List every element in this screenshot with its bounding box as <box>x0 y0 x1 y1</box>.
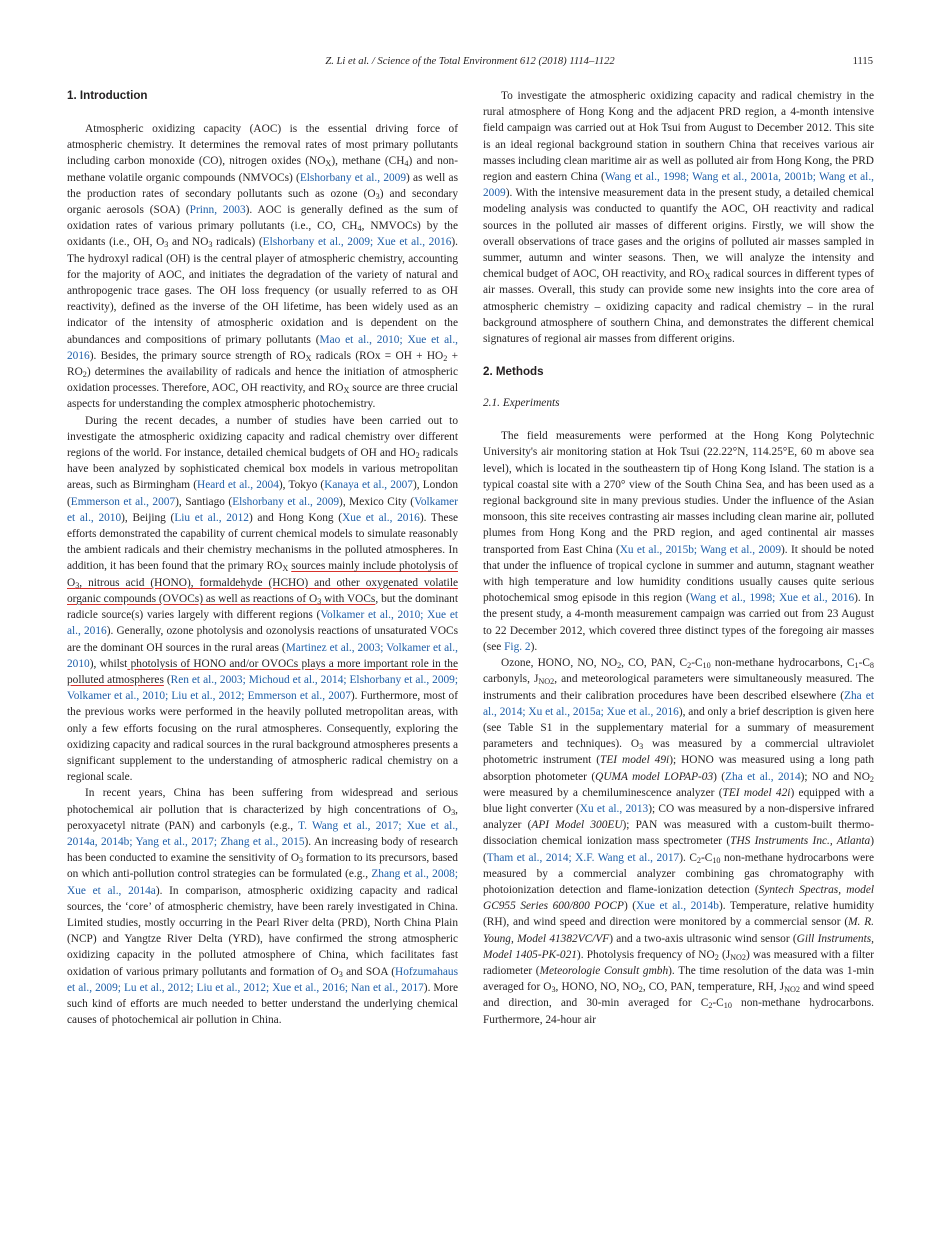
text: Atmospheric oxidizing capacity (AOC) is the essential driving force of atmospheric chemistry. It determines the removal rates of most primary pollutants including carbon monoxide (CO), nitrogen oxides (NO <box>67 123 458 168</box>
text: radical sources in different types of air masses. Overall, this study can provide some new insights into the core area of atmospheric chemistry – oxidizing capacity and radical chemistry – in the rural background atmosphere of southern China, and demonstrates the different chemical signatures of regional air masses from different origins. <box>483 268 874 346</box>
text: radicals) ( <box>212 236 263 249</box>
subscript: 3 <box>338 969 343 979</box>
text: non-methane hydrocarbons. Furthermore, 24-hour air <box>483 997 875 1026</box>
subscript: X <box>343 386 350 396</box>
left-column <box>67 88 458 1028</box>
subscript: 3 <box>299 856 304 866</box>
subscript: 2 <box>687 661 692 671</box>
text: radicals have been analyzed by sophisticated chemical box models in various metropolitan areas, such as Birmingham ( <box>67 447 459 492</box>
text: (J <box>718 948 731 961</box>
page-number: 1115 <box>852 56 873 67</box>
subscript: 2 <box>696 855 701 865</box>
subscript: 2 <box>82 370 87 380</box>
subscript: 3 <box>551 985 556 995</box>
citation-link[interactable]: Xue et al., 2014b <box>636 900 719 913</box>
subscript: NO2 <box>538 677 555 687</box>
citation-link[interactable]: Mao et al., 2010; Xue et al., 2016 <box>67 333 458 362</box>
text: source are three crucial aspects for understanding the complex atmospheric photochemistry. <box>67 382 458 411</box>
figure-link[interactable]: Fig. 2 <box>504 640 531 653</box>
text: and wind speed and direction, and 30-min averaged for C <box>483 981 874 1010</box>
text: ) equipped with a blue light converter ( <box>483 786 874 815</box>
subscript: 3 <box>639 742 644 752</box>
text: ) ( <box>623 900 637 913</box>
subscript: 2 <box>415 451 420 461</box>
subscript: NO2 <box>784 985 800 995</box>
text: ), Tokyo ( <box>278 479 325 492</box>
text: ), whilst <box>89 657 128 670</box>
text: , nitrous acid (HONO), formaldehyde (HCHO) and other oxygenated volatile organic compounds (OVOCs) as well as reactions of O <box>67 576 458 605</box>
text: ) determines the availability of radicals and hence the initiation of atmospheric oxidation processes. Therefore, AOC, OH reactivity, and RO <box>67 366 458 395</box>
subscript: 3 <box>317 596 322 606</box>
text: ). More such kind of efforts are much needed to better understand the underlying chemical causes of photochemical air pollution in China. <box>67 981 459 1027</box>
instrument-name: Meteorologie Consult gmbh <box>539 964 669 977</box>
text: ) as well as the production rates of secondary pollutants such as ozone (O <box>67 171 458 200</box>
subscript: 2 <box>869 774 874 784</box>
text: ); PAN was measured with a custom-built thermo-dissociation chemical ionization mass spectrometer ( <box>483 819 874 848</box>
citation-link[interactable]: Volkamer et al., 2010 <box>67 495 458 524</box>
text: ). AOC is generally defined as the sum of oxidation rates of various primary pollutants (i.e., CO, CH <box>67 204 459 233</box>
subsection-title-experiments: 2.1. Experiments <box>483 397 560 410</box>
subscript: 3 <box>164 240 169 250</box>
text: ). C <box>679 851 697 864</box>
intro-paragraph-1 <box>67 121 458 413</box>
text: ). With the intensive measurement data in the present study, a detailed chemical modeling analysis was conducted to quantify the AOC, OH reactivity and radical sources in the polluted air masses of different origins. Firstly, we will show the overall observations of trace gases and the origins of polluted air masses sampled in summer, autumn and winter seasons. Then, we will analyze the intensity and chemical budget of AOC, OH reactivity, and RO <box>483 187 874 281</box>
text: ). Temperature, relative humidity (RH), and wind speed and direction were monitored by a commercial sensor ( <box>483 900 874 929</box>
text: ); HONO was measured using a long path absorption photometer ( <box>483 754 874 783</box>
citation-link[interactable]: Emmerson et al., 2007 <box>70 495 176 508</box>
subscript: X <box>305 353 312 363</box>
citation-link[interactable]: Zha et al., 2014 <box>725 770 801 783</box>
text: ). An increasing body of research has been conducted to examine the sensitivity of O <box>67 835 458 865</box>
text: non-methane hydrocarbons, C <box>710 657 855 670</box>
citation-link[interactable]: Zhang et al., 2008; Xue et al., 2014a <box>67 868 458 897</box>
citation-link[interactable]: Xu et al., 2015b; Wang et al., 2009 <box>619 543 782 556</box>
subscript: 10 <box>702 661 711 671</box>
citation-link[interactable]: Wang et al., 1998; Wang et al., 2001a, 2001b; Wang et al., 2009 <box>483 171 875 200</box>
subscript: 4 <box>404 159 409 169</box>
subscript: 10 <box>712 855 721 865</box>
text: In recent years, China has been suffering from widespread and serious photochemical air pollution that is characterized by high concentrations of O <box>67 787 458 816</box>
citation-link[interactable]: Elshorbany et al., 2009; Xue et al., 2016 <box>262 236 452 249</box>
text: ). In the present study, a 4-month measurement campaign was carried out from 23 August to 22 December 2012, which covered three distinct types of the foregoing air masses (see <box>483 592 875 653</box>
instrument-name: Syntech Spectras, model GC955 Series 600/800 POCP <box>483 883 874 913</box>
instrument-name: M. R. Young, Model 41382VC/VF <box>483 916 874 945</box>
text: was measured by a commercial ultraviolet photometric instrument ( <box>483 738 874 767</box>
text: and SOA ( <box>342 965 395 978</box>
instrument-name: TEI model 42i <box>722 786 791 799</box>
text: The field measurements were performed at the Hong Kong Polytechnic University's air monitoring station at Hok Tsui (22.22°N, 114.25°E, 60 m above sea level), which is located in the southeastern tip of Hong Kong Island. The station is a typical coastal site with a 270° view of the South China Sea, and has been used as a regional background site in many previous studies. Under the influence of the Asian monsoon, this site receives contrasting air masses including clean marine air, polluted plumes from Hong Kong and the PRD region, and aged continental air masses transported from East China ( <box>483 430 874 556</box>
section-title-methods: 2. Methods <box>483 365 544 379</box>
methods-paragraph-1 <box>483 428 874 655</box>
instrument-name: THS Instruments Inc., Atlanta <box>730 835 871 848</box>
subscript: 1 <box>854 661 859 671</box>
citation-link[interactable]: Elshorbany et al., 2009 <box>232 495 340 508</box>
text: ) and Hong Kong ( <box>248 511 343 524</box>
text: , CO, PAN, temperature, RH, J <box>642 981 785 994</box>
citation-link[interactable]: Heard et al., 2004 <box>197 479 279 492</box>
text: During the recent decades, a number of studies have been carried out to investigate the atmospheric oxidizing capacity and radical chemistry over different regions of the world. For instance, detailed chemical budgets of OH and HO <box>67 414 458 460</box>
text: non-methane hydrocarbons were measured by a commercial analyzer combining gas chromatography with photoionization detection and flame-ionization detection ( <box>483 851 875 896</box>
text: ). The hydroxyl radical (OH) is the central player of atmospheric chemistry, accounting for the majority of AOC, and initiates the degradation of the variety of natural and anthropogenic trace gases. The OH loss frequency (or usually referred to as OH reactivity), defined as the inverse of the OH lifetime, has been widely used as an indicator of the intensity of atmospheric oxidation and is dependent on the abundances and compositions of primary pollutants ( <box>67 236 458 346</box>
section-title-introduction: 1. Introduction <box>67 89 148 102</box>
text: , HONO, NO, NO <box>555 981 639 994</box>
text: ) ( <box>483 835 874 864</box>
text: , peroxyacetyl nitrate (PAN) and carbonyls (e.g., <box>67 803 458 832</box>
instrument-name: Gill Instruments, Model 1405-PK-021 <box>483 932 875 961</box>
intro-paragraph-2 <box>67 413 458 786</box>
citation-link[interactable]: Prinn, 2003 <box>189 204 246 217</box>
subscript: X <box>704 272 711 282</box>
citation-link[interactable]: Wang et al., 1998; Xue et al., 2016 <box>689 592 855 605</box>
instrument-name: TEI model 49i <box>600 754 670 767</box>
text: ), and only a brief description is given here (see Table S1 in the supplementary material for a summary of measurement parameters and techniques). O <box>483 705 874 751</box>
citation-link[interactable]: Volkamer et al., 2010; Xue et al., 2016 <box>67 609 459 638</box>
citation-link[interactable]: Hofzumahaus et al., 2009; Lu et al., 2012; Liu et al., 2012; Xue et al., 2016; Nan et al., 2017 <box>67 965 458 994</box>
citation-link[interactable]: T. Wang et al., 2017; Xue et al., 2014a, 2014b; Yang et al., 2017; Zhang et al., 2015 <box>67 819 458 848</box>
text: with VOCs <box>321 592 376 605</box>
running-header <box>67 56 873 72</box>
text: ). <box>530 640 538 653</box>
subscript: 3 <box>75 580 80 590</box>
citation-link[interactable]: Elshorbany et al., 2009 <box>299 171 407 184</box>
text: ), Mexico City ( <box>339 495 415 508</box>
subscript: NO2 <box>730 952 747 962</box>
text: ) was measured with a filter radiometer ( <box>483 948 875 977</box>
methods-paragraph-2 <box>483 655 874 1028</box>
subscript: 2 <box>708 1001 713 1011</box>
text: -C <box>700 851 713 864</box>
text: ). Besides, the primary source strength of RO <box>89 349 306 362</box>
citation-link[interactable]: Xue et al., 2016 <box>342 511 420 524</box>
citation-link[interactable]: Xu et al., 2013 <box>579 802 649 815</box>
citation-link[interactable]: Liu et al., 2012 <box>174 511 249 524</box>
text: were measured by a chemiluminescence analyzer ( <box>483 786 723 799</box>
text: ) and secondary organic aerosols (SOA) ( <box>67 187 459 217</box>
text: ), Santiago ( <box>175 495 233 508</box>
right-column <box>483 88 874 1028</box>
citation-link[interactable]: Martinez et al., 2003; Volkamer et al., 2010 <box>67 641 458 670</box>
intro-paragraph-4 <box>483 88 874 347</box>
text: , CO, PAN, C <box>621 657 688 670</box>
subscript: 2 <box>617 661 622 671</box>
text: ). Generally, ozone photolysis and ozonolysis reactions of unsaturated VOCs are the dominant OH sources in the rural areas ( <box>67 625 458 654</box>
citation-link[interactable]: Ren et al., 2003; Michoud et al., 2014; Elshorbany et al., 2009; Volkamer et al., 2010; Liu et al., 2012; Emmerson et al., 2007 <box>67 673 459 703</box>
subscript: 2 <box>714 952 719 962</box>
subscript: 3 <box>451 807 456 817</box>
text: -C <box>691 657 703 670</box>
text: , and meteorological parameters were simultaneously measured. The instruments and their calibration procedures have been described elsewhere ( <box>483 673 874 702</box>
text: ). In comparison, atmospheric oxidizing capacity and radical sources, the ‘core’ of atmospheric chemistry, have been rarely investigated in China. Limited studies, mostly occurring in the Pearl River delta (PRD), North China Plain (NCP) and Yangtze River Delta (YRD), have confirmed the strong atmospheric oxidizing capacity in the polluted atmosphere of China, which facilitates fast oxidation of various primary pollutants and formation of O <box>67 884 458 978</box>
text: ). Photolysis frequency of NO <box>576 948 715 961</box>
text: , NMVOCs) by the oxidants (i.e., OH, O <box>67 220 459 249</box>
text: ). It should be noted that under the influence of tropical cyclone in summer and autumn, stagnant weather with high temperature and low humidity conditions usually causes quite serious photochemical smog episode in this region ( <box>483 543 874 605</box>
text: ); CO was measured by a non-dispersive infrared analyzer ( <box>483 802 874 832</box>
underlined-annotation: photolysis of HONO and/or OVOCs plays a more important role in the polluted atmospheres <box>67 657 458 686</box>
instrument-name: QUMA model LOPAP-03 <box>595 770 714 783</box>
instrument-name: API Model 300EU <box>531 819 623 832</box>
text: ), Beijing ( <box>121 511 175 524</box>
citation-link[interactable]: Tham et al., 2014; X.F. Wang et al., 2017 <box>486 851 680 864</box>
running-title: Z. Li et al. / Science of the Total Environment 612 (2018) 1114–1122 <box>325 56 615 67</box>
intro-paragraph-3 <box>67 785 458 1028</box>
text: To investigate the atmospheric oxidizing capacity and radical chemistry in the rural atmosphere of Hong Kong and the adjacent PRD region, a 4-month intensive field campaign was carried out at Hok Tsui from August to December 2012. This site is an ideal regional background station in southern China that receives various air masses including clean maritime air as well as polluted air from Hong Kong, the PRD region and eastern China ( <box>483 90 874 184</box>
text: ( <box>163 673 171 686</box>
text: ), methane (CH <box>331 155 405 168</box>
text: radicals (ROx = OH + HO <box>311 349 444 362</box>
text: and NO <box>168 236 209 249</box>
citation-link[interactable]: Kanaya et al., 2007 <box>324 479 413 492</box>
text: ), London ( <box>67 479 459 508</box>
subscript: 2 <box>443 353 448 363</box>
text: formation to its precursors, based on which anti-pollution control strategies can be formulated (e.g., <box>67 852 458 881</box>
text: sources mainly include photolysis of O <box>67 560 459 589</box>
text: ) and a two-axis ultrasonic wind sensor ( <box>609 932 797 945</box>
text: ). Furthermore, most of the previous works were performed in the heavily polluted metropolitan areas, with only a few efforts focusing on the rural atmospheres. Consequently, exploring the oxidizing capacity and radical sources in the rural background atmospheres presents a significant supplement to the understanding of atmospheric radical chemistry on a regional scale. <box>67 690 459 784</box>
subscript: X <box>325 159 332 169</box>
text: + RO <box>67 349 459 379</box>
citation-link[interactable]: Zha et al., 2014; Xu et al., 2015a; Xue et al., 2016 <box>483 689 874 718</box>
text: ). These efforts demonstrated the capability of current chemical models to simulate reasonably the ambient radicals and their chemistry mechanisms in the polluted atmospheres. In addition, it has been found that the primary RO <box>67 511 459 573</box>
subscript: 4 <box>357 224 362 234</box>
text: carbonyls, J <box>483 673 539 686</box>
subscript: 2 <box>638 985 643 995</box>
subscript: 3 <box>375 191 380 201</box>
text: Ozone, HONO, NO, NO <box>501 657 618 670</box>
subscript: X <box>282 564 289 574</box>
text: -C <box>858 657 870 670</box>
subscript: 10 <box>723 1001 732 1011</box>
text: ); NO and NO <box>800 770 870 783</box>
subscript: 3 <box>208 240 213 250</box>
text: , but the dominant radicle source(s) varies largely with different regions ( <box>67 592 459 622</box>
text: ) and non-methane volatile organic compounds (NMVOCs) ( <box>67 155 458 184</box>
text: ) ( <box>713 770 726 783</box>
subscript: 8 <box>869 661 874 671</box>
text: ). The time resolution of the data was 1-min averaged for O <box>483 964 874 994</box>
text: -C <box>712 997 724 1010</box>
